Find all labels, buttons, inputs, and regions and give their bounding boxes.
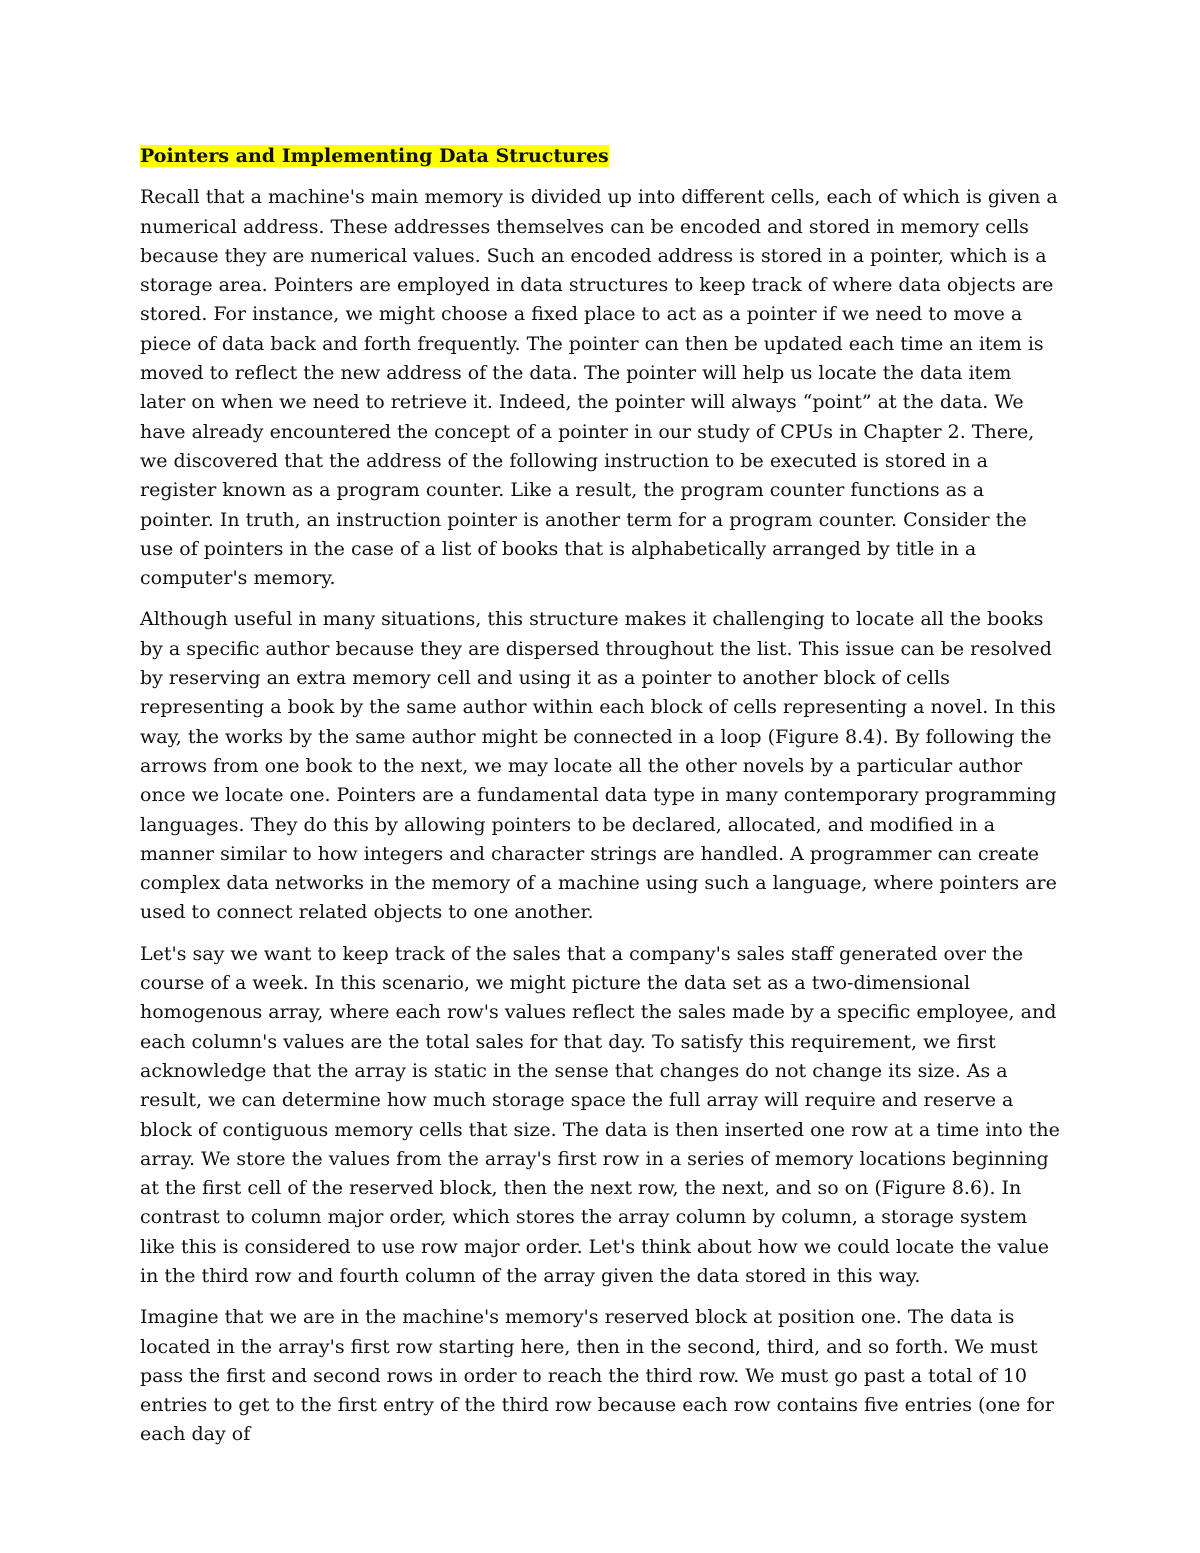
paragraph-4: Imagine that we are in the machine's memory's reserved block at position one. The data is located in the array's first row starting here, then in the second, third, and so forth. We must pass the first and second rows in order to reach the third row. We must go past a total of 10 entries to get to the first entry of the third row because each row contains five entries (one for each day of [140,1306,1054,1446]
title-highlight: Pointers and Implementing Data Structures [140,145,609,167]
document-body [140,142,1060,1462]
paragraph-3: Let's say we want to keep track of the sales that a company's sales staff generated over the course of a week. In this scenario, we might picture the data set as a two-dimensional homogenous array, where each row's values reflect the sales made by a specific employee, and each column's values are the total sales for that day. To satisfy this requirement, we first acknowledge that the array is static in the sense that changes do not change its size. As a result, we can determine how much storage space the full array will require and reserve a block of contiguous memory cells that size. The data is then inserted one row at a time into the array. We store the values from the array's first row in a series of memory locations beginning at the first cell of the reserved block, then the next row, the next, and so on (Figure 8.6). In contrast to column major order, which stores the array column by column, a storage system like this is considered to use row major order. Let's think about how we could locate the value in the third row and fourth column of the array given the data stored in this way. [140,942,1060,1287]
document-title [140,142,1060,171]
paragraph-1: Recall that a machine's main memory is divided up into different cells, each of which is given a numerical address. These addresses themselves can be encoded and stored in memory cells because they are numerical values. Such an encoded address is stored in a pointer, which is a storage area. Pointers are employed in data structures to keep track of where data objects are stored. For instance, we might choose a fixed place to act as a pointer if we need to move a piece of data back and forth frequently. The pointer can then be updated each time an item is moved to reflect the new address of the data. The pointer will help us locate the data item later on when we need to retrieve it. Indeed, the pointer will always “point” at the data. We have already encountered the concept of a pointer in our study of CPUs in Chapter 2. There, we discovered that the address of the following instruction to be executed is stored in a register known as a program counter. Like a result, the program counter functions as a pointer. In truth, an instruction pointer is another term for a program counter. Consider the use of pointers in the case of a list of books that is alphabetically arranged by title in a computer's memory. [140,186,1058,590]
paragraph-2: Although useful in many situations, this structure makes it challenging to locate all the books by a specific author because they are dispersed throughout the list. This issue can be resolved by reserving an extra memory cell and using it as a pointer to another block of cells representing a book by the same author within each block of cells representing a novel. In this way, the works by the same author might be connected in a loop (Figure 8.4). By following the arrows from one book to the next, we may locate all the other novels by a particular author once we locate one. Pointers are a fundamental data type in many contemporary programming languages. They do this by allowing pointers to be declared, allocated, and modified in a manner similar to how integers and character strings are handled. A programmer can create complex data networks in the memory of a machine using such a language, where pointers are used to connect related objects to one another. [140,608,1057,924]
